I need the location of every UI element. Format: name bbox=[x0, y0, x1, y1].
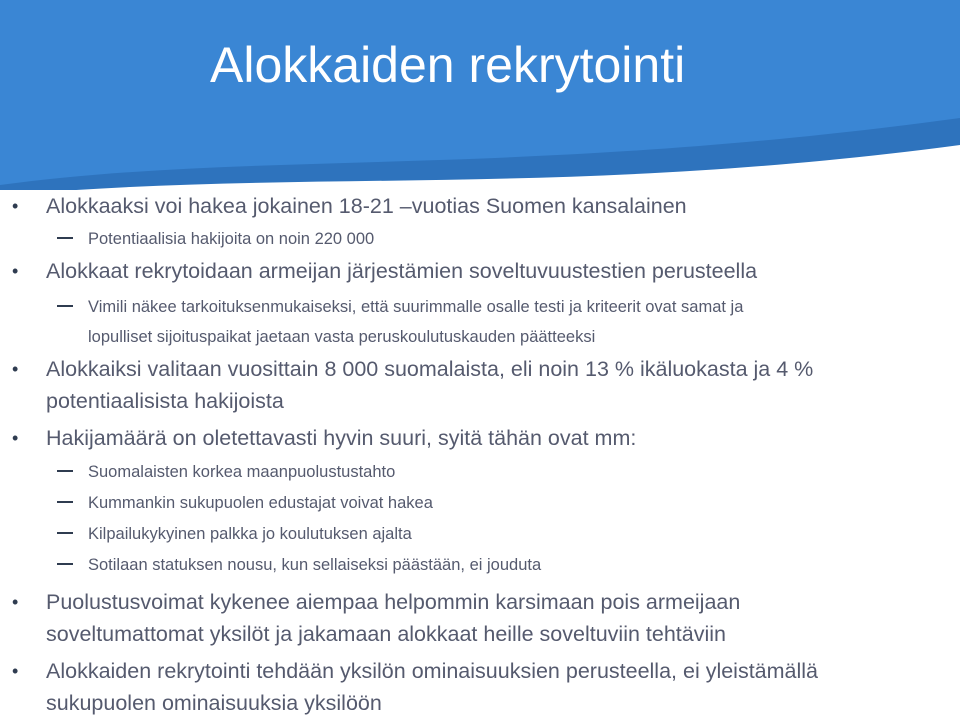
bullet-item bbox=[12, 655, 946, 719]
bullet-item bbox=[12, 422, 946, 454]
bullet-marker: • bbox=[12, 196, 19, 216]
sub-bullet-item bbox=[88, 224, 908, 254]
slide-title: Alokkaiden rekrytointi bbox=[210, 37, 686, 93]
sub-bullet-item bbox=[88, 457, 908, 487]
bullet-marker: • bbox=[12, 428, 19, 448]
bullet-item bbox=[12, 353, 946, 417]
bullet-marker: • bbox=[12, 661, 19, 681]
sub-bullet-item bbox=[88, 292, 908, 352]
bullet-text-line-2: potentiaalisista hakijoista bbox=[46, 389, 284, 413]
sub-bullet-text-line-1: Vimili näkee tarkoituksenmukaiseksi, että suurimmalle osalle testi ja kriteerit ovat samat ja bbox=[88, 298, 744, 316]
bullet-marker: • bbox=[12, 592, 19, 612]
bullet-text-line-1: Alokkaiden rekrytointi tehdään yksilön ominaisuuksien perusteella, ei yleistämällä bbox=[46, 659, 819, 683]
dash-marker bbox=[57, 470, 73, 472]
sub-bullet-text: Kilpailukykyinen palkka jo koulutuksen ajalta bbox=[88, 525, 412, 543]
bullet-marker: • bbox=[12, 359, 19, 379]
bullet-text: Hakijamäärä on oletettavasti hyvin suuri, syitä tähän ovat mm: bbox=[46, 426, 637, 450]
bullet-item bbox=[12, 586, 946, 650]
sub-bullet-text: Sotilaan statuksen nousu, kun sellaiseksi päästään, ei jouduta bbox=[88, 556, 542, 574]
sub-bullet-item bbox=[88, 519, 908, 549]
bullet-text-line-1: Puolustusvoimat kykenee aiempaa helpommin karsimaan pois armeijaan bbox=[46, 590, 741, 614]
sub-bullet-text: Potentiaalisia hakijoita on noin 220 000 bbox=[88, 230, 375, 248]
dash-marker bbox=[57, 305, 73, 307]
bullet-text: Alokkaaksi voi hakea jokainen 18-21 –vuotias Suomen kansalainen bbox=[46, 194, 687, 218]
bullet-marker: • bbox=[12, 261, 19, 281]
dash-marker bbox=[57, 237, 73, 239]
bullet-text-line-2: soveltumattomat yksilöt ja jakamaan alokkaat heille soveltuviin tehtäviin bbox=[46, 622, 726, 646]
sub-bullet-text-line-2: lopulliset sijoituspaikat jaetaan vasta peruskoulutuskauden päätteeksi bbox=[88, 328, 596, 346]
bullet-item bbox=[12, 255, 946, 287]
dash-marker bbox=[57, 501, 73, 503]
bullet-text-line-1: Alokkaiksi valitaan vuosittain 8 000 suomalaista, eli noin 13 % ikäluokasta ja 4 % bbox=[46, 357, 814, 381]
sub-bullet-item bbox=[88, 488, 908, 518]
bullet-text-line-2: sukupuolen ominaisuuksia yksilöön bbox=[46, 691, 382, 715]
bullet-text: Alokkaat rekrytoidaan armeijan järjestämien soveltuvuustestien perusteella bbox=[46, 259, 758, 283]
sub-bullet-item bbox=[88, 550, 908, 580]
dash-marker bbox=[57, 563, 73, 565]
sub-bullet-text: Kummankin sukupuolen edustajat voivat hakea bbox=[88, 494, 433, 512]
bullet-item bbox=[12, 190, 946, 222]
sub-bullet-text: Suomalaisten korkea maanpuolustustahto bbox=[88, 463, 396, 481]
dash-marker bbox=[57, 532, 73, 534]
